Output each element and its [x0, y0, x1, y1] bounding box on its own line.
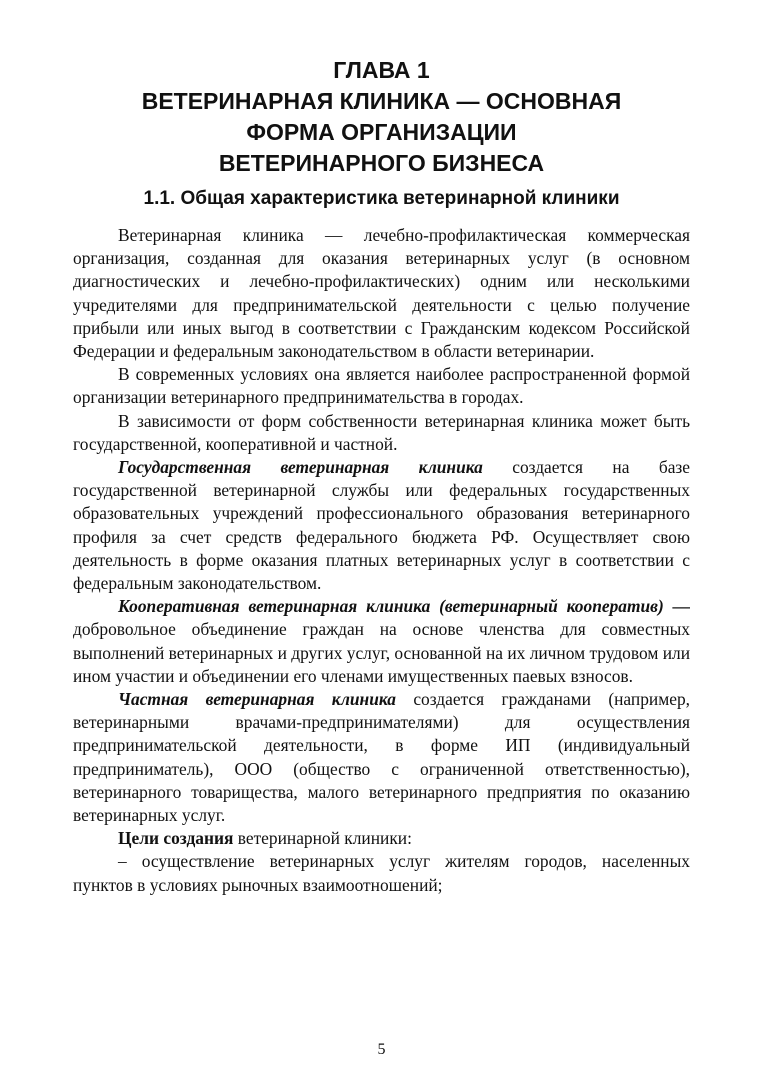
page-number: 5	[377, 1041, 386, 1058]
paragraph-goal-item-1: – осуществление ветеринарных услуг жителям городов, населенных пунктов в условиях рыночных взаимоотношений;	[73, 851, 690, 895]
paragraph-definition: Ветеринарная клиника — лечебно-профилактическая коммерческая организация, созданная для оказания ветеринарных услуг (в основном диагностических и лечебно-профилактических) одним или несколькими учредителями для предпринимательской деятельности с целью получение прибыли или иных выгод в соответствии с Гражданским кодексом Российской Федерации и федеральным законодательством в области ветеринарии.	[73, 225, 690, 362]
paragraph-state-clinic	[73, 456, 690, 595]
chapter-title-line-2: ФОРМА ОРГАНИЗАЦИИ	[246, 119, 517, 145]
term-state-clinic: Государственная ветеринарная клиника	[118, 457, 483, 478]
term-private-clinic: Частная ветеринарная клиника	[118, 689, 396, 710]
paragraph-goals	[73, 827, 690, 850]
private-clinic-text: создается гражданами (например, ветеринарными врачами-предпринимателями) для осуществления предпринимательской деятельности, в форме ИП (индивидуальный предприниматель), ООО (общество с ограниченной ответственностью), ветеринарного товарищества, малого ветеринарного предприятия по оказанию ветеринарных услуг.	[73, 689, 690, 826]
chapter-heading	[60, 55, 703, 179]
paragraph-ownership-forms: В зависимости от форм собственности ветеринарная клиника может быть государственной, кооперативной и частной.	[73, 410, 690, 454]
section-heading: 1.1. Общая характеристика ветеринарной клиники	[143, 188, 620, 209]
goals-text: ветеринарной клиники:	[233, 828, 412, 849]
paragraph-private-clinic	[73, 688, 690, 827]
chapter-title-line-3: ВЕТЕРИНАРНОГО БИЗНЕСА	[218, 150, 545, 176]
cooperative-clinic-text: добровольное объединение граждан на основе членства для совместных выполнений ветеринарных и других услуг, основанной на их личном трудовом или ином участии и объединении его членами имущественных паевых взносов.	[73, 619, 690, 686]
chapter-title-line-1: ВЕТЕРИНАРНАЯ КЛИНИКА — ОСНОВНАЯ	[141, 88, 622, 114]
paragraph-prevalence: В современных условиях она является наиболее распространенной формой организации ветеринарного предпринимательства в городах.	[73, 364, 690, 408]
state-clinic-text: создается на базе государственной ветеринарной службы или федеральных государственных образовательных учреждений профессионального образования ветеринарного профиля за счет средств федерального бюджета РФ. Осуществляет свою деятельность в форме оказания платных ветеринарных услуг в соответствии с федеральным законодательством.	[73, 457, 690, 594]
term-cooperative-clinic: Кооперативная ветеринарная клиника (ветеринарный кооператив) —	[118, 596, 690, 617]
term-goals: Цели создания	[118, 828, 234, 849]
chapter-number: ГЛАВА 1	[333, 57, 430, 83]
paragraph-cooperative-clinic	[73, 595, 690, 688]
body-text	[73, 224, 690, 897]
